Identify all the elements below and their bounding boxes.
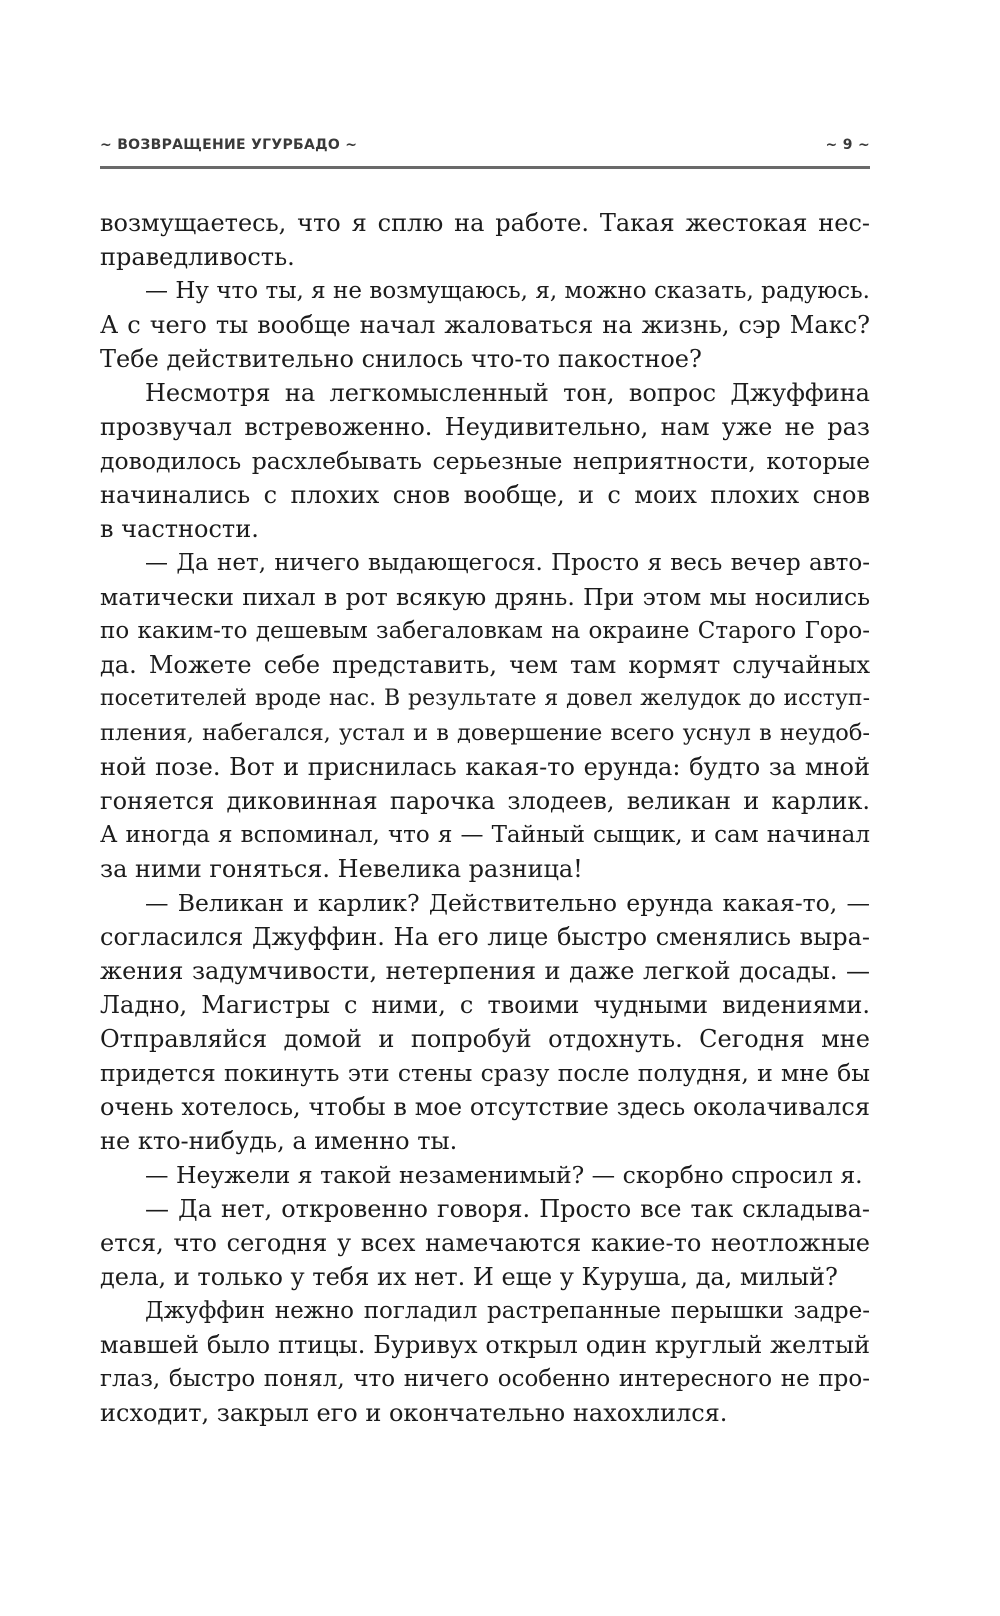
text-line: мавшей было птицы. Буривух открыл один круглый желтый — [100, 1331, 870, 1359]
text-line: Тебе действительно снилось что-то пакостное? — [100, 345, 702, 373]
text-line: — Великан и карлик? Действительно ерунда какая-то, — — [145, 889, 870, 917]
text-line: Джуффин нежно погладил растрепанные перышки задре- — [145, 1298, 870, 1324]
text-line: А с чего ты вообще начал жаловаться на жизнь, сэр Макс? — [100, 311, 870, 339]
text-line: по каким-то дешевым забегаловкам на окраине Старого Горо- — [100, 618, 870, 644]
text-line: А иногда я вспоминал, что я — Тайный сыщик, и сам начинал — [100, 822, 870, 848]
text-line: доводилось расхлебывать серьезные неприятности, которые — [100, 447, 870, 475]
text-line: — Неужели я такой незаменимый? — скорбно спросил я. — [145, 1161, 863, 1189]
page-number: ~ 9 ~ — [825, 137, 870, 153]
text-line: жения задумчивости, нетерпения и даже легкой досады. — — [100, 957, 870, 985]
text-line: согласился Джуффин. На его лице быстро сменялись выра- — [100, 923, 870, 951]
text-line: не кто-нибудь, а именно ты. — [100, 1127, 458, 1155]
header-rule — [100, 166, 870, 169]
text-line: дела, и только у тебя их нет. И еще у Куруша, да, милый? — [100, 1263, 838, 1291]
text-line: за ними гоняться. Невелика разница! — [100, 855, 583, 883]
text-line: гоняется диковинная парочка злодеев, великан и карлик. — [100, 787, 870, 815]
text-line: пления, набегался, устал и в довершение всего уснул в неудоб- — [100, 720, 870, 746]
text-body — [100, 206, 870, 1430]
text-line: — Да нет, ничего выдающегося. Просто я весь вечер авто- — [145, 550, 870, 576]
text-line: посетителей вроде нас. В результате я довел желудок до исступ- — [100, 686, 870, 711]
text-line: начинались с плохих снов вообще, и с моих плохих снов — [100, 481, 870, 509]
running-title: ~ ВОЗВРАЩЕНИЕ УГУРБАДО ~ — [100, 137, 358, 153]
text-line: очень хотелось, чтобы в мое отсутствие здесь околачивался — [100, 1093, 870, 1121]
text-line: — Ну что ты, я не возмущаюсь, я, можно сказать, радуюсь. — [145, 278, 870, 304]
text-line: праведливость. — [100, 243, 295, 271]
text-line: глаз, быстро понял, что ничего особенно интересного не про- — [100, 1366, 870, 1392]
text-line: Отправляйся домой и попробуй отдохнуть. Сегодня мне — [100, 1025, 870, 1053]
text-line: придется покинуть эти стены сразу после полудня, и мне бы — [100, 1059, 870, 1087]
text-line: да. Можете себе представить, чем там кормят случайных — [100, 651, 870, 679]
text-line: исходит, закрыл его и окончательно нахохлился. — [100, 1399, 728, 1427]
text-line: ется, что сегодня у всех намечаются какие-то неотложные — [100, 1229, 870, 1257]
text-line: Несмотря на легкомысленный тон, вопрос Джуффина — [145, 379, 870, 407]
text-line: возмущаетесь, что я сплю на работе. Такая жестокая нес- — [100, 209, 870, 237]
text-line: — Да нет, откровенно говоря. Просто все так складыва- — [145, 1195, 870, 1223]
text-line: прозвучал встревоженно. Неудивительно, нам уже не раз — [100, 413, 870, 441]
text-line: Ладно, Магистры с ними, с твоими чудными видениями. — [100, 991, 870, 1019]
text-line: ной позе. Вот и приснилась какая-то ерунда: будто за мной — [100, 753, 870, 781]
text-line: в частности. — [100, 515, 259, 543]
page-header — [100, 136, 870, 162]
text-line: матически пихал в рот всякую дрянь. При этом мы носились — [100, 583, 870, 611]
